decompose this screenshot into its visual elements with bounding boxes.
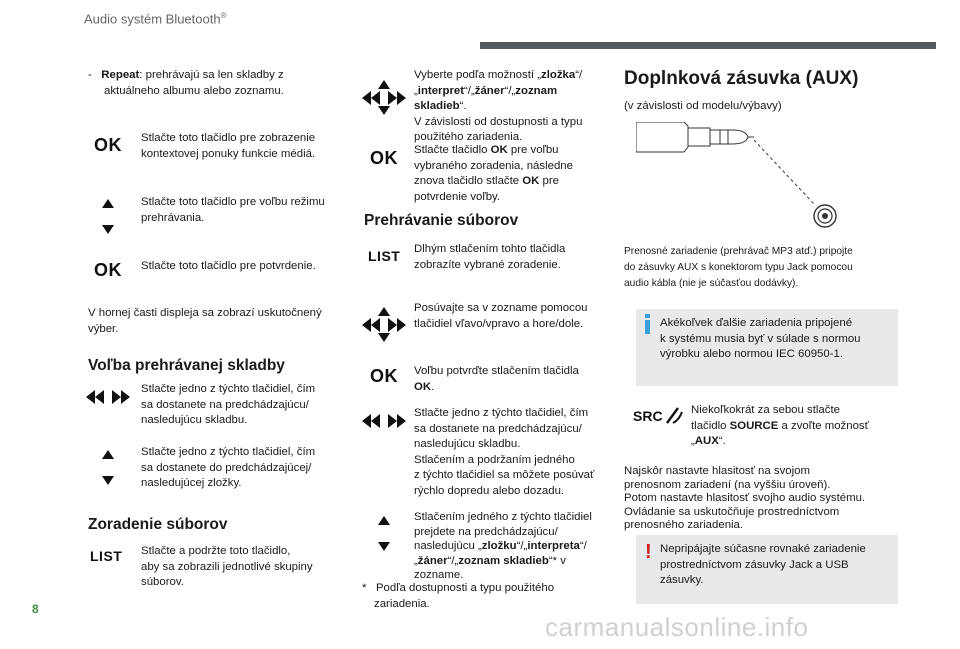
heading-aux-socket: Doplnková zásuvka (AUX)	[624, 68, 859, 89]
info-note-text: Akékoľvek ďalšie zariadenia pripojené k systému musia byť v súlade s normou výrobku alebo normou IEC 60950-1.	[660, 317, 861, 361]
up-down-arrows-icon	[98, 199, 118, 235]
ok-button-icon: OK	[94, 135, 122, 155]
ok-validate-text: Voľbu potvrďte stlačením tlačidla OK.	[414, 365, 579, 393]
display-paragraph: V hornej časti displeja sa zobrazí uskutočnený výber.	[88, 307, 322, 335]
warning-text: Nepripájajte súčasne rovnaké zariadenie prostredníctvom zásuvky Jack a USB zásuvky.	[660, 543, 866, 587]
ud-folder-text: Stlačením jedného z týchto tlačidiel prejdete na predchádzajúcu/ nasledujúcu „zložku“/„interpreta“/ „žáner“/„zoznam skladieb“* v zozname.	[414, 511, 592, 581]
ok-button-icon: OK	[94, 260, 122, 280]
footnote: * Podľa dostupnosti a typu použitého zariadenia.	[362, 582, 555, 610]
ok-confirm-text: Stlačte tlačidlo OK pre voľbu vybraného zoradenia, následne znova tlačidlo stlačte OK pre potvrdenie voľby.	[414, 144, 573, 203]
ok1-text: Stlačte toto tlačidlo pre zobrazenie kontextovej ponuky funkcie médiá.	[141, 132, 316, 160]
repeat-line: - Repeat: prehrávajú sa len skladby z	[88, 69, 284, 81]
navigate-text: Posúvajte sa v zozname pomocou tlačidiel vľavo/vpravo a hore/dole.	[414, 302, 588, 330]
ok-button-icon: OK	[370, 148, 398, 168]
src-text: Niekoľkokrát za sebou stlačte tlačidlo SOURCE a zvoľte možnosť „AUX“.	[691, 404, 869, 448]
four-way-arrows-icon	[362, 80, 406, 116]
ud-text: Stlačte jedno z týchto tlačidiel, čím sa dostanete do predchádzajúcej/ nasledujúcej zložky.	[141, 446, 316, 490]
updown1-text: Stlačte toto tlačidlo pre voľbu režimu prehrávania.	[141, 196, 325, 224]
phone-icon	[664, 406, 684, 426]
left-right-arrows-icon	[86, 390, 130, 404]
list-button-icon: LIST	[90, 548, 123, 564]
info-icon	[642, 314, 654, 334]
up-down-arrows-icon	[98, 450, 118, 486]
selection-options-text: Vyberte podľa možností „zložka“/ „interpret“/„žáner“/„zoznam skladieb“. V závislosti od dostupnosti a typu použitého zariadenia.	[414, 69, 583, 144]
lr-track-text: Stlačte jedno z týchto tlačidiel, čím sa dostanete na predchádzajúcu/ nasledujúcu skladbu. Stlačením a podržaním jedného z týchto tlačidiel sa môžete posúvať rýchlo dopredu alebo dozadu.	[414, 407, 595, 497]
list-long-press-text: Dlhým stlačením tohto tlačidla zobrazíte vybrané zoradenie.	[414, 243, 566, 271]
volume-paragraph: Najskôr nastavte hlasitosť na svojom prenosnom zariadení (na vyššiu úroveň). Potom nastavte hlasitosť svojho audio systému. Ovládanie sa uskutočňuje prostredníctvom prenosného zariadenia.	[624, 465, 866, 532]
ok-button-icon: OK	[370, 366, 398, 386]
left-right-arrows-icon	[362, 414, 406, 428]
header-bar	[480, 42, 936, 49]
four-way-arrows-icon	[362, 307, 406, 343]
page-header-title: Audio systém Bluetooth®	[84, 11, 227, 27]
list-text: Stlačte a podržte toto tlačidlo, aby sa zobrazili jednotlivé skupiny súborov.	[141, 545, 313, 589]
ok2-text: Stlačte toto tlačidlo pre potvrdenie.	[141, 260, 316, 272]
warning-icon: !	[645, 541, 652, 563]
lr-text: Stlačte jedno z týchto tlačidiel, čím sa dostanete na predchádzajúcu/ nasledujúcu skladbu.	[141, 383, 316, 427]
heading-track-selection: Voľba prehrávanej skladby	[88, 357, 285, 374]
jack-plug-illustration	[636, 122, 846, 232]
aux-caption: Prenosné zariadenie (prehrávač MP3 atď.) pripojte do zásuvky AUX s konektorom typu Jack pomocou audio kábla (nie je súčasťou dodávky).	[624, 246, 853, 289]
aux-subtitle: (v závislosti od modelu/výbavy)	[624, 100, 782, 112]
page-number: 8	[32, 602, 39, 616]
heading-sort-files: Zoradenie súborov	[88, 516, 228, 533]
src-button-icon: SRC	[633, 408, 663, 424]
heading-file-playback: Prehrávanie súborov	[364, 212, 519, 229]
repeat-line-2: aktuálneho albumu alebo zoznamu.	[104, 85, 284, 97]
watermark: carmanualsonline.info	[545, 612, 809, 642]
list-button-icon: LIST	[368, 248, 401, 264]
up-down-arrows-icon	[374, 516, 394, 552]
